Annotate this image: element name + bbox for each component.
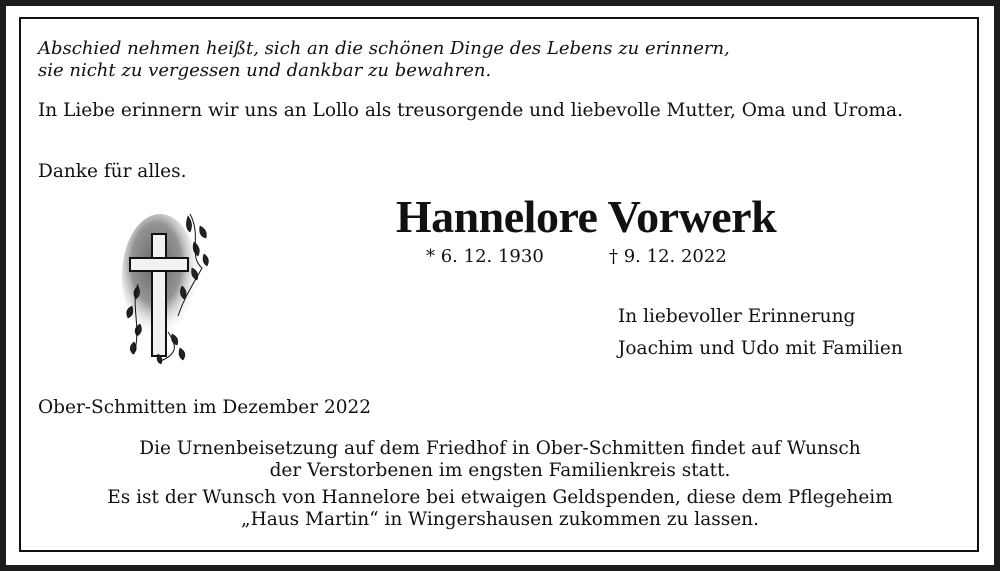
birth-date: * 6. 12. 1930 — [426, 246, 544, 267]
mourners-line: Joachim und Udo mit Familien — [618, 338, 903, 359]
burial-line-1: Die Urnenbeisetzung auf dem Friedhof in Ober-Schmitten findet auf Wunsch — [139, 438, 861, 459]
burial-line-2: der Verstorbenen im engsten Familienkreis statt. — [269, 460, 731, 481]
death-date: † 9. 12. 2022 — [609, 246, 727, 267]
place-date: Ober-Schmitten im Dezember 2022 — [38, 397, 372, 418]
cross-with-ivy-icon — [118, 206, 228, 366]
deceased-name: Hannelore Vorwerk — [395, 191, 777, 242]
remembrance-line: In liebevoller Erinnerung — [618, 306, 856, 327]
intro-line-1: Abschied nehmen heißt, sich an die schönen Dinge des Lebens zu erinnern, — [38, 38, 730, 59]
donation-line-1: Es ist der Wunsch von Hannelore bei etwaigen Geldspenden, diese dem Pflegeheim — [107, 487, 893, 508]
thanks-text: Danke für alles. — [38, 161, 187, 182]
obituary-page — [6, 6, 994, 565]
memory-text: In Liebe erinnern wir uns an Lollo als treusorgende und liebevolle Mutter, Oma und Uroma. — [38, 100, 903, 121]
intro-quote — [38, 38, 958, 82]
intro-line-2: sie nicht zu vergessen und dankbar zu bewahren. — [38, 60, 492, 81]
donation-line-2: „Haus Martin“ in Wingershausen zukommen zu lassen. — [241, 509, 759, 530]
